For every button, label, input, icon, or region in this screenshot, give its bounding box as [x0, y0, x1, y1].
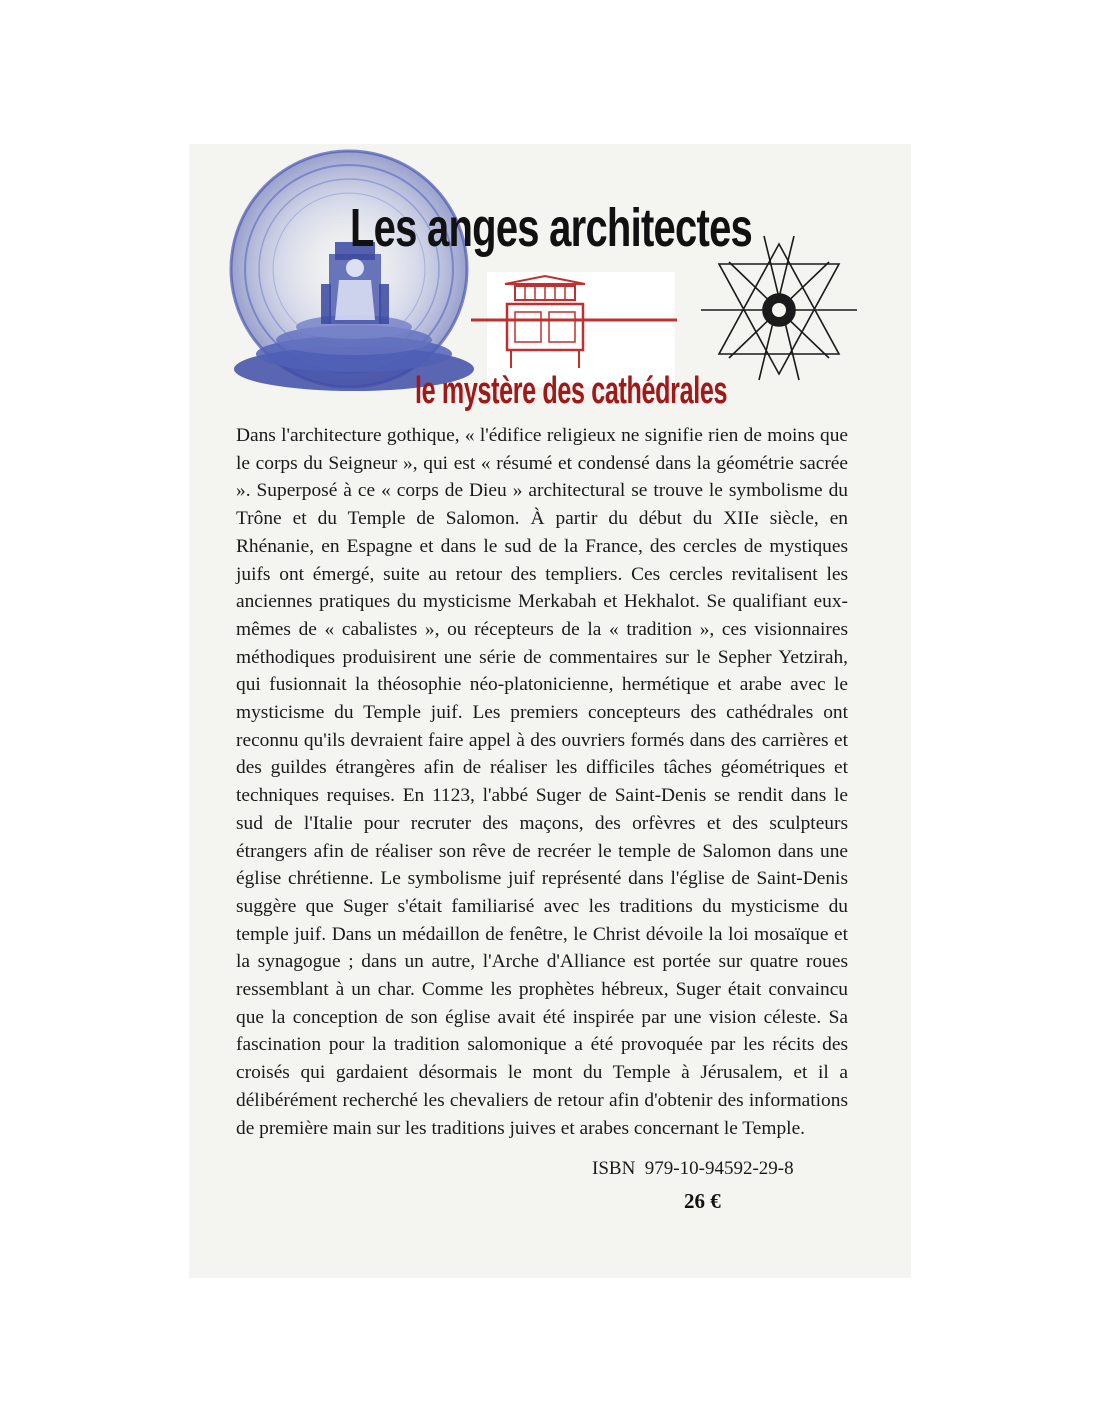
- book-title: Les anges architectes: [350, 198, 753, 258]
- book-subtitle: le mystère des cathédrales: [415, 370, 728, 412]
- isbn-label: ISBN 979-10-94592-29-8: [592, 1158, 794, 1179]
- price-label: 26 €: [684, 1189, 721, 1213]
- throne-medallion-illustration: [231, 151, 474, 391]
- back-cover-description: Dans l'architecture gothique, « l'édifice religieux ne signifie rien de moins que le corps du Seigneur », qui est « résumé et condensé dans la géométrie sacrée ». Superposé à ce « corps de Dieu » architectural se trouve le symbolisme du Trône et du Temple de Salomon. À partir du début du XIIe siècle, en Rhénanie, en Espagne et dans le sud de la France, des cercles de mystiques juifs ont émergé, suite au retour des templiers. Ces cercles revitalisent les anciennes pratiques du mysticisme Merkabah et Hekhalot. Se qualifiant eux-mêmes de « cabalistes », ou récepteurs de la « tradition », ces visionnaires méthodiques produisirent une série de commentaires sur le Sepher Yetzirah, qui fusionnait la théosophie néo-platonicienne, hermétique et arabe avec le mysticisme du Temple juif. Les premiers concepteurs des cathédrales ont reconnu qu'ils devraient faire appel à des ouvriers formés dans des carrières et des guildes étrangères afin de réaliser les difficiles tâches géométriques et techniques requises. En 1123, l'abbé Suger de Saint-Denis se rendit dans le sud de l'Italie pour recruter des maçons, des orfèvres et des sculpteurs étrangers afin de réaliser son rêve de recréer le temple de Salomon dans une église chrétienne. Le symbolisme juif représenté dans l'église de Saint-Denis suggère que Suger s'était familiarisé avec les traditions du mysticisme du temple juif. Dans un médaillon de fenêtre, le Christ dévoile la loi mosaïque et la synagogue ; dans un autre, l'Arche d'Alliance est portée sur quatre roues ressemblant à un char. Comme les prophètes hébreux, Suger était convaincu que la conception de son église avait été inspirée par une vision céleste. Sa fascination pour la tradition salomonique a été provoquée par les récits des croisés qui gardaient désormais le mont du Temple à Jérusalem, et il a délibérément recherché les chevaliers de retour afin d'obtenir des informations de première main sur les traditions juives et arabes concernant le Temple.: [236, 425, 848, 1139]
